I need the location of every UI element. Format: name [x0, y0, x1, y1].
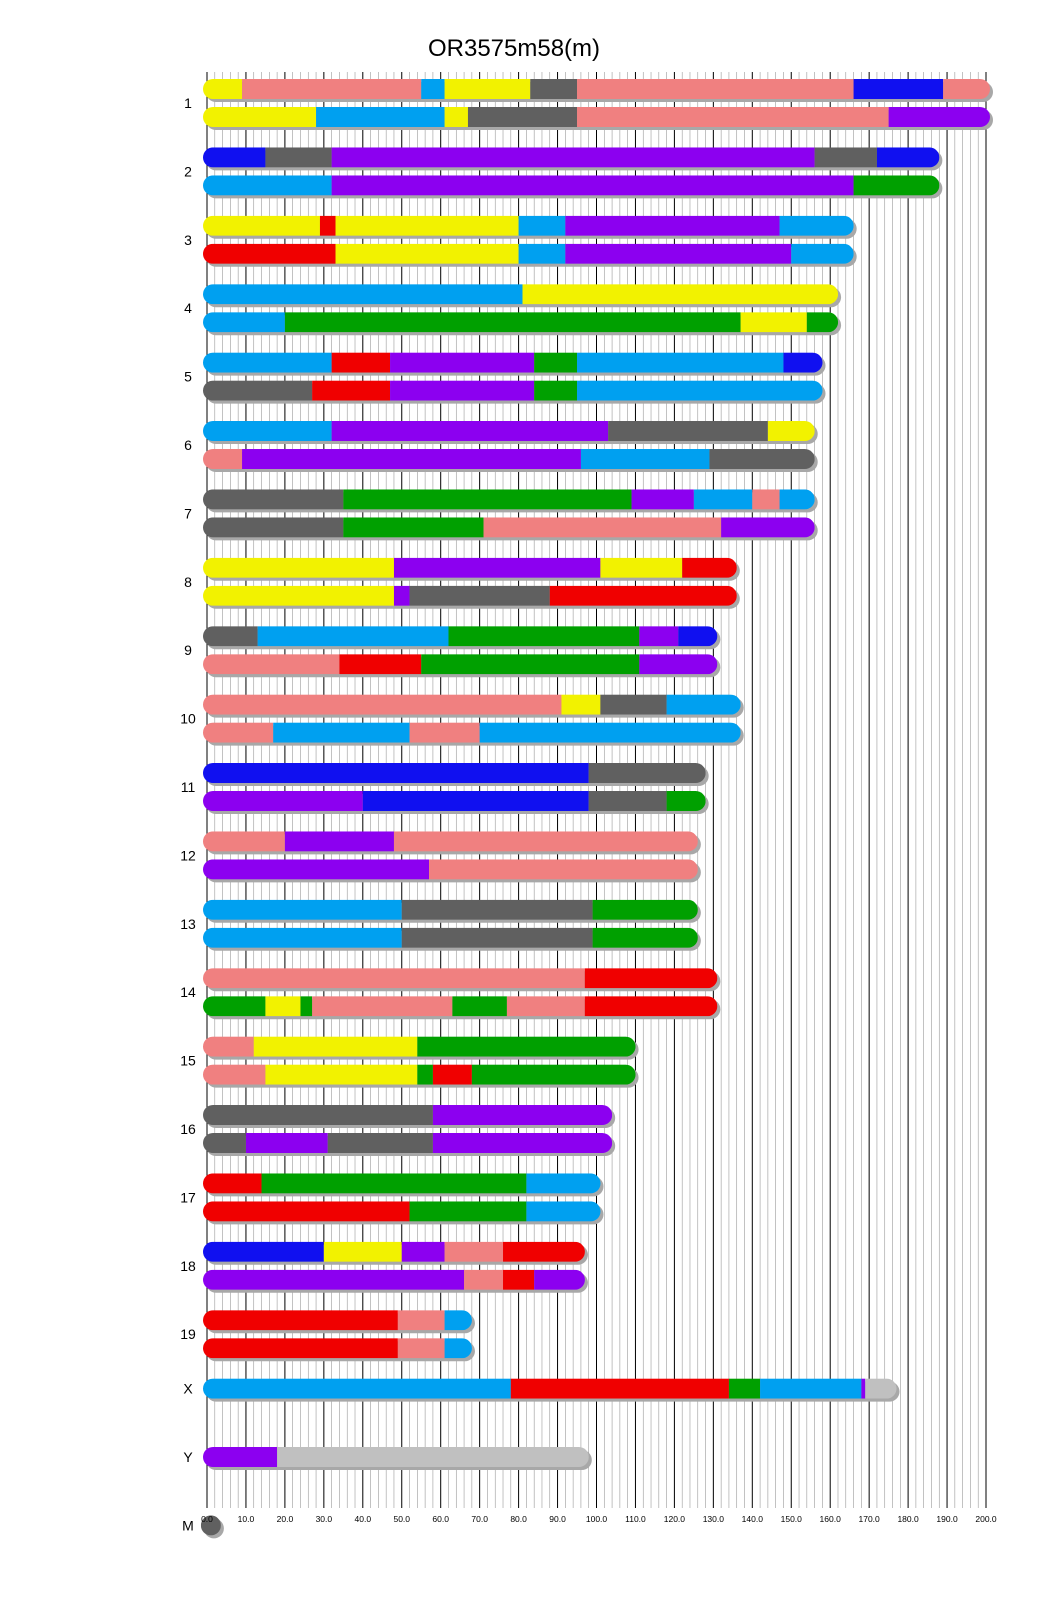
segment-lightblue: [780, 489, 815, 509]
chromosome-11: [181, 763, 709, 814]
haplotype-bar: [203, 928, 701, 951]
segment-yellow: [254, 1037, 418, 1057]
tick-label: 40.0: [354, 1514, 372, 1524]
segment-darkgray: [203, 1105, 433, 1125]
segment-yellow: [768, 421, 815, 441]
chromosome-18: [180, 1242, 588, 1293]
segment-yellow: [203, 79, 242, 99]
chromosome-Y: [183, 1447, 591, 1470]
segment-green: [807, 312, 838, 332]
segment-purple: [203, 1270, 464, 1290]
segment-lightblue: [519, 244, 566, 264]
segment-darkgray: [402, 900, 593, 920]
haplotype-bar: [203, 859, 701, 882]
chromosome-label: 8: [184, 573, 192, 590]
chromosome-label: 16: [180, 1121, 196, 1137]
haplotype-bar: [203, 421, 818, 444]
segment-purple: [203, 859, 429, 879]
segment-yellow: [336, 244, 519, 264]
chromosome-tracks: [180, 79, 993, 1538]
segment-purple: [394, 558, 600, 578]
haplotype-bar: [203, 996, 720, 1019]
chromosome-label: 19: [180, 1326, 196, 1343]
segment-lightblue: [273, 723, 409, 743]
segment-darkgray: [589, 791, 667, 811]
segment-green: [593, 900, 698, 920]
segment-lightblue: [519, 216, 566, 236]
chromosome-9: [184, 626, 720, 677]
segment-salmon: [203, 1037, 254, 1057]
segment-lightblue: [577, 381, 822, 401]
haplotype-bar: [203, 1173, 604, 1196]
segment-salmon: [398, 1338, 445, 1358]
haplotype-bar: [203, 244, 857, 267]
segment-red: [312, 381, 390, 401]
chromosome-label: X: [183, 1380, 193, 1397]
segment-salmon: [507, 996, 585, 1016]
segment-purple: [565, 244, 791, 264]
segment-lightgray: [277, 1447, 589, 1467]
segment-purple: [246, 1133, 328, 1153]
segment-blue: [783, 353, 822, 373]
segment-salmon: [464, 1270, 503, 1290]
segment-red: [585, 996, 718, 1016]
segment-salmon: [752, 489, 779, 509]
haplotype-bar: [203, 654, 720, 677]
segment-green: [448, 626, 639, 646]
tick-label: 150.0: [780, 1514, 802, 1524]
segment-red: [585, 968, 718, 988]
segment-green: [667, 791, 706, 811]
chromosome-4: [184, 284, 841, 335]
segment-yellow: [265, 1065, 417, 1085]
segment-lightblue: [203, 284, 522, 304]
chromosome-X: [183, 1379, 899, 1402]
segment-green: [410, 1201, 527, 1221]
tick-label: 130.0: [702, 1514, 724, 1524]
segment-green: [285, 312, 741, 332]
segment-red: [203, 244, 336, 264]
haplotype-bar: [203, 695, 744, 718]
segment-green: [203, 996, 265, 1016]
segment-yellow: [203, 216, 320, 236]
segment-yellow: [445, 79, 531, 99]
haplotype-bar: [203, 558, 740, 581]
segment-purple: [534, 1270, 585, 1290]
haplotype-bar: [203, 763, 709, 786]
segment-blue: [203, 1242, 324, 1262]
tick-label: 10.0: [237, 1514, 255, 1524]
haplotype-bar: [203, 1379, 900, 1402]
segment-purple: [242, 449, 581, 469]
segment-yellow: [203, 586, 394, 606]
segment-red: [203, 1310, 398, 1330]
segment-purple: [390, 353, 534, 373]
haplotype-bar: [203, 107, 993, 130]
chromosome-label: 3: [184, 231, 192, 248]
haplotype-bar: [203, 1065, 639, 1088]
tick-label: 80.0: [510, 1514, 527, 1524]
segment-darkgray: [410, 586, 550, 606]
segment-lightblue: [526, 1201, 600, 1221]
haplotype-bar: [203, 79, 993, 102]
segment-lightblue: [203, 421, 332, 441]
segment-green: [452, 996, 507, 1016]
tick-label: 180.0: [897, 1514, 919, 1524]
segment-darkgray: [203, 1133, 246, 1153]
segment-salmon: [203, 449, 242, 469]
segment-darkgray: [815, 147, 877, 167]
segment-lightgray: [865, 1379, 896, 1399]
segment-purple: [332, 147, 815, 167]
segment-salmon: [410, 723, 480, 743]
segment-lightblue: [203, 353, 332, 373]
haplotype-bar: [203, 1270, 588, 1293]
segment-lightblue: [203, 175, 332, 195]
segment-purple: [721, 517, 815, 537]
chromosome-label: 1: [184, 95, 192, 111]
chromosome-label: 15: [180, 1052, 196, 1069]
chromosome-label: 18: [180, 1257, 196, 1274]
segment-salmon: [398, 1310, 445, 1330]
haplotype-bar: [203, 1447, 592, 1470]
haplotype-bar: [203, 147, 942, 170]
segment-lightblue: [667, 695, 741, 715]
segment-lightblue: [203, 928, 402, 948]
haplotype-bar: [203, 968, 720, 991]
chromosome-label: 17: [180, 1189, 196, 1206]
segment-green: [534, 381, 577, 401]
chromosome-label: 12: [180, 847, 196, 864]
chromosome-8: [184, 558, 740, 609]
segment-green: [262, 1173, 527, 1193]
segment-green: [343, 517, 483, 537]
haplotype-bar: [203, 216, 857, 239]
segment-darkgray: [468, 107, 577, 127]
segment-darkgray: [608, 421, 768, 441]
haplotype-bar: [203, 1242, 588, 1265]
segment-darkgray: [600, 695, 666, 715]
segment-yellow: [203, 107, 316, 127]
segment-green: [854, 175, 940, 195]
segment-lightblue: [258, 626, 449, 646]
segment-yellow: [600, 558, 682, 578]
segment-lightblue: [581, 449, 710, 469]
segment-salmon: [943, 79, 990, 99]
segment-purple: [433, 1133, 612, 1153]
chromosome-label: Y: [183, 1449, 193, 1465]
chromosome-label: 5: [184, 368, 192, 385]
segment-salmon: [203, 968, 585, 988]
segment-lightblue: [577, 353, 783, 373]
haplotype-bar: [203, 1338, 475, 1361]
segment-salmon: [203, 654, 339, 674]
tick-label: 60.0: [432, 1514, 449, 1524]
segment-purple: [639, 626, 678, 646]
haplotype-bar: [203, 1105, 615, 1128]
segment-salmon: [484, 517, 722, 537]
segment-red: [320, 216, 336, 236]
segment-blue: [678, 626, 717, 646]
chromosome-label: 10: [180, 710, 196, 727]
segment-purple: [565, 216, 779, 236]
segment-lightblue: [445, 1338, 472, 1358]
segment-lightblue: [780, 216, 854, 236]
segment-yellow: [265, 996, 300, 1016]
chromosome-10: [180, 695, 744, 746]
segment-purple: [332, 175, 854, 195]
segment-salmon: [203, 831, 285, 851]
segment-yellow: [741, 312, 807, 332]
segment-purple: [390, 381, 534, 401]
x-axis: [201, 1514, 997, 1524]
segment-darkgray: [203, 381, 312, 401]
chromosome-label: 7: [184, 505, 192, 522]
chromosome-label: 6: [184, 437, 192, 453]
segment-green: [472, 1065, 636, 1085]
tick-label: 170.0: [858, 1514, 880, 1524]
tick-label: 30.0: [315, 1514, 333, 1524]
segment-lightblue: [526, 1173, 600, 1193]
segment-red: [332, 353, 390, 373]
haplotype-bar: [203, 284, 841, 307]
chromosome-label: 2: [184, 163, 192, 180]
haplotype-bar: [203, 175, 942, 198]
segment-salmon: [203, 1065, 265, 1085]
segment-salmon: [577, 107, 889, 127]
chromosome-5: [184, 353, 825, 404]
segment-lightblue: [316, 107, 445, 127]
haplotype-bar: [203, 723, 744, 746]
segment-purple: [632, 489, 694, 509]
segment-lightblue: [480, 723, 741, 743]
haplotype-bar: [203, 353, 826, 376]
segment-green: [421, 654, 639, 674]
diagram-title: OR3575m58(m): [427, 35, 601, 62]
segment-blue: [854, 79, 944, 99]
segment-red: [339, 654, 421, 674]
segment-green: [417, 1065, 433, 1085]
segment-blue: [203, 147, 265, 167]
segment-salmon: [312, 996, 452, 1016]
segment-purple: [402, 1242, 445, 1262]
segment-lightblue: [421, 79, 444, 99]
segment-darkgray: [265, 147, 331, 167]
segment-purple: [332, 421, 609, 441]
segment-lightblue: [694, 489, 752, 509]
haplotype-bar: [203, 381, 826, 404]
haplotype-bar: [203, 900, 701, 923]
tick-label: 50.0: [393, 1514, 411, 1524]
segment-purple: [889, 107, 990, 127]
segment-darkgray: [709, 449, 814, 469]
segment-lightblue: [203, 312, 285, 332]
segment-yellow: [445, 107, 468, 127]
haplotype-bar: [203, 586, 740, 609]
segment-purple: [203, 1447, 277, 1467]
segment-purple: [203, 791, 363, 811]
segment-darkgray: [203, 489, 343, 509]
segment-salmon: [445, 1242, 503, 1262]
haplotype-bar: [203, 1037, 639, 1060]
segment-darkgray: [203, 626, 258, 646]
segment-salmon: [203, 723, 273, 743]
segment-red: [203, 1338, 398, 1358]
chromosome-label: 13: [180, 915, 196, 932]
segment-blue: [877, 147, 939, 167]
haplotype-bar: [203, 1310, 475, 1333]
tick-label: 160.0: [819, 1514, 841, 1524]
segment-purple: [285, 831, 394, 851]
segment-green: [729, 1379, 760, 1399]
haplotype-bar: [203, 489, 818, 512]
chromosome-2: [184, 147, 942, 198]
segment-red: [682, 558, 737, 578]
segment-lightblue: [203, 1379, 511, 1399]
segment-green: [593, 928, 698, 948]
tick-label: 20.0: [276, 1514, 294, 1524]
chromosome-7: [184, 489, 818, 540]
segment-green: [417, 1037, 635, 1057]
segment-darkgray: [589, 763, 706, 783]
haplotype-bar: [203, 1201, 604, 1224]
haplotype-bar: [203, 517, 818, 540]
chromosome-label: 14: [180, 984, 196, 1001]
segment-darkgray: [203, 517, 343, 537]
tick-label: 110.0: [625, 1514, 646, 1524]
tick-label: 100.0: [585, 1514, 608, 1524]
tick-label: 190.0: [936, 1514, 958, 1524]
segment-lightblue: [760, 1379, 861, 1399]
segment-lightblue: [445, 1310, 472, 1330]
segment-lightblue: [791, 244, 853, 264]
segment-red: [503, 1242, 585, 1262]
segment-yellow: [336, 216, 519, 236]
segment-red: [203, 1173, 262, 1193]
segment-salmon: [242, 79, 421, 99]
segment-red: [550, 586, 737, 606]
segment-salmon: [394, 831, 698, 851]
chromosome-label: 11: [180, 779, 196, 795]
segment-green: [300, 996, 312, 1016]
haplotype-bar: [203, 1133, 615, 1156]
segment-red: [203, 1201, 410, 1221]
chromosome-19: [180, 1310, 475, 1361]
haplotype-bar: [203, 626, 720, 649]
segment-purple: [639, 654, 717, 674]
segment-yellow: [324, 1242, 402, 1262]
segment-red: [433, 1065, 472, 1085]
segment-red: [503, 1270, 534, 1290]
segment-yellow: [203, 558, 394, 578]
segment-purple: [394, 586, 410, 606]
segment-darkgray: [530, 79, 577, 99]
haplotype-bar: [203, 449, 818, 472]
haplotype-bar: [203, 791, 709, 814]
chromosome-6: [184, 421, 818, 472]
tick-label: 70.0: [471, 1514, 488, 1524]
segment-darkgray: [328, 1133, 433, 1153]
segment-lightblue: [203, 900, 402, 920]
tick-label: 140.0: [741, 1514, 763, 1524]
segment-green: [534, 353, 577, 373]
segment-yellow: [561, 695, 600, 715]
segment-green: [343, 489, 631, 509]
haplotype-bar: [203, 312, 841, 335]
segment-purple: [433, 1105, 612, 1125]
segment-salmon: [203, 695, 561, 715]
tick-label: 200.0: [975, 1514, 997, 1524]
segment-purple: [861, 1379, 865, 1399]
segment-yellow: [522, 284, 838, 304]
segment-blue: [203, 763, 589, 783]
segment-red: [511, 1379, 729, 1399]
chromosome-label: M: [182, 1517, 194, 1534]
tick-label: 90.0: [549, 1514, 566, 1524]
segment-salmon: [577, 79, 854, 99]
segment-darkgray: [402, 928, 593, 948]
chromosome-label: 9: [184, 642, 192, 659]
chromosome-label: 4: [184, 300, 192, 317]
chromosome-17: [180, 1173, 603, 1224]
segment-blue: [363, 791, 589, 811]
haplotype-bar: [203, 831, 701, 854]
tick-label: 120.0: [663, 1514, 686, 1524]
tick-label: 0.0: [201, 1514, 213, 1524]
segment-salmon: [429, 859, 698, 879]
